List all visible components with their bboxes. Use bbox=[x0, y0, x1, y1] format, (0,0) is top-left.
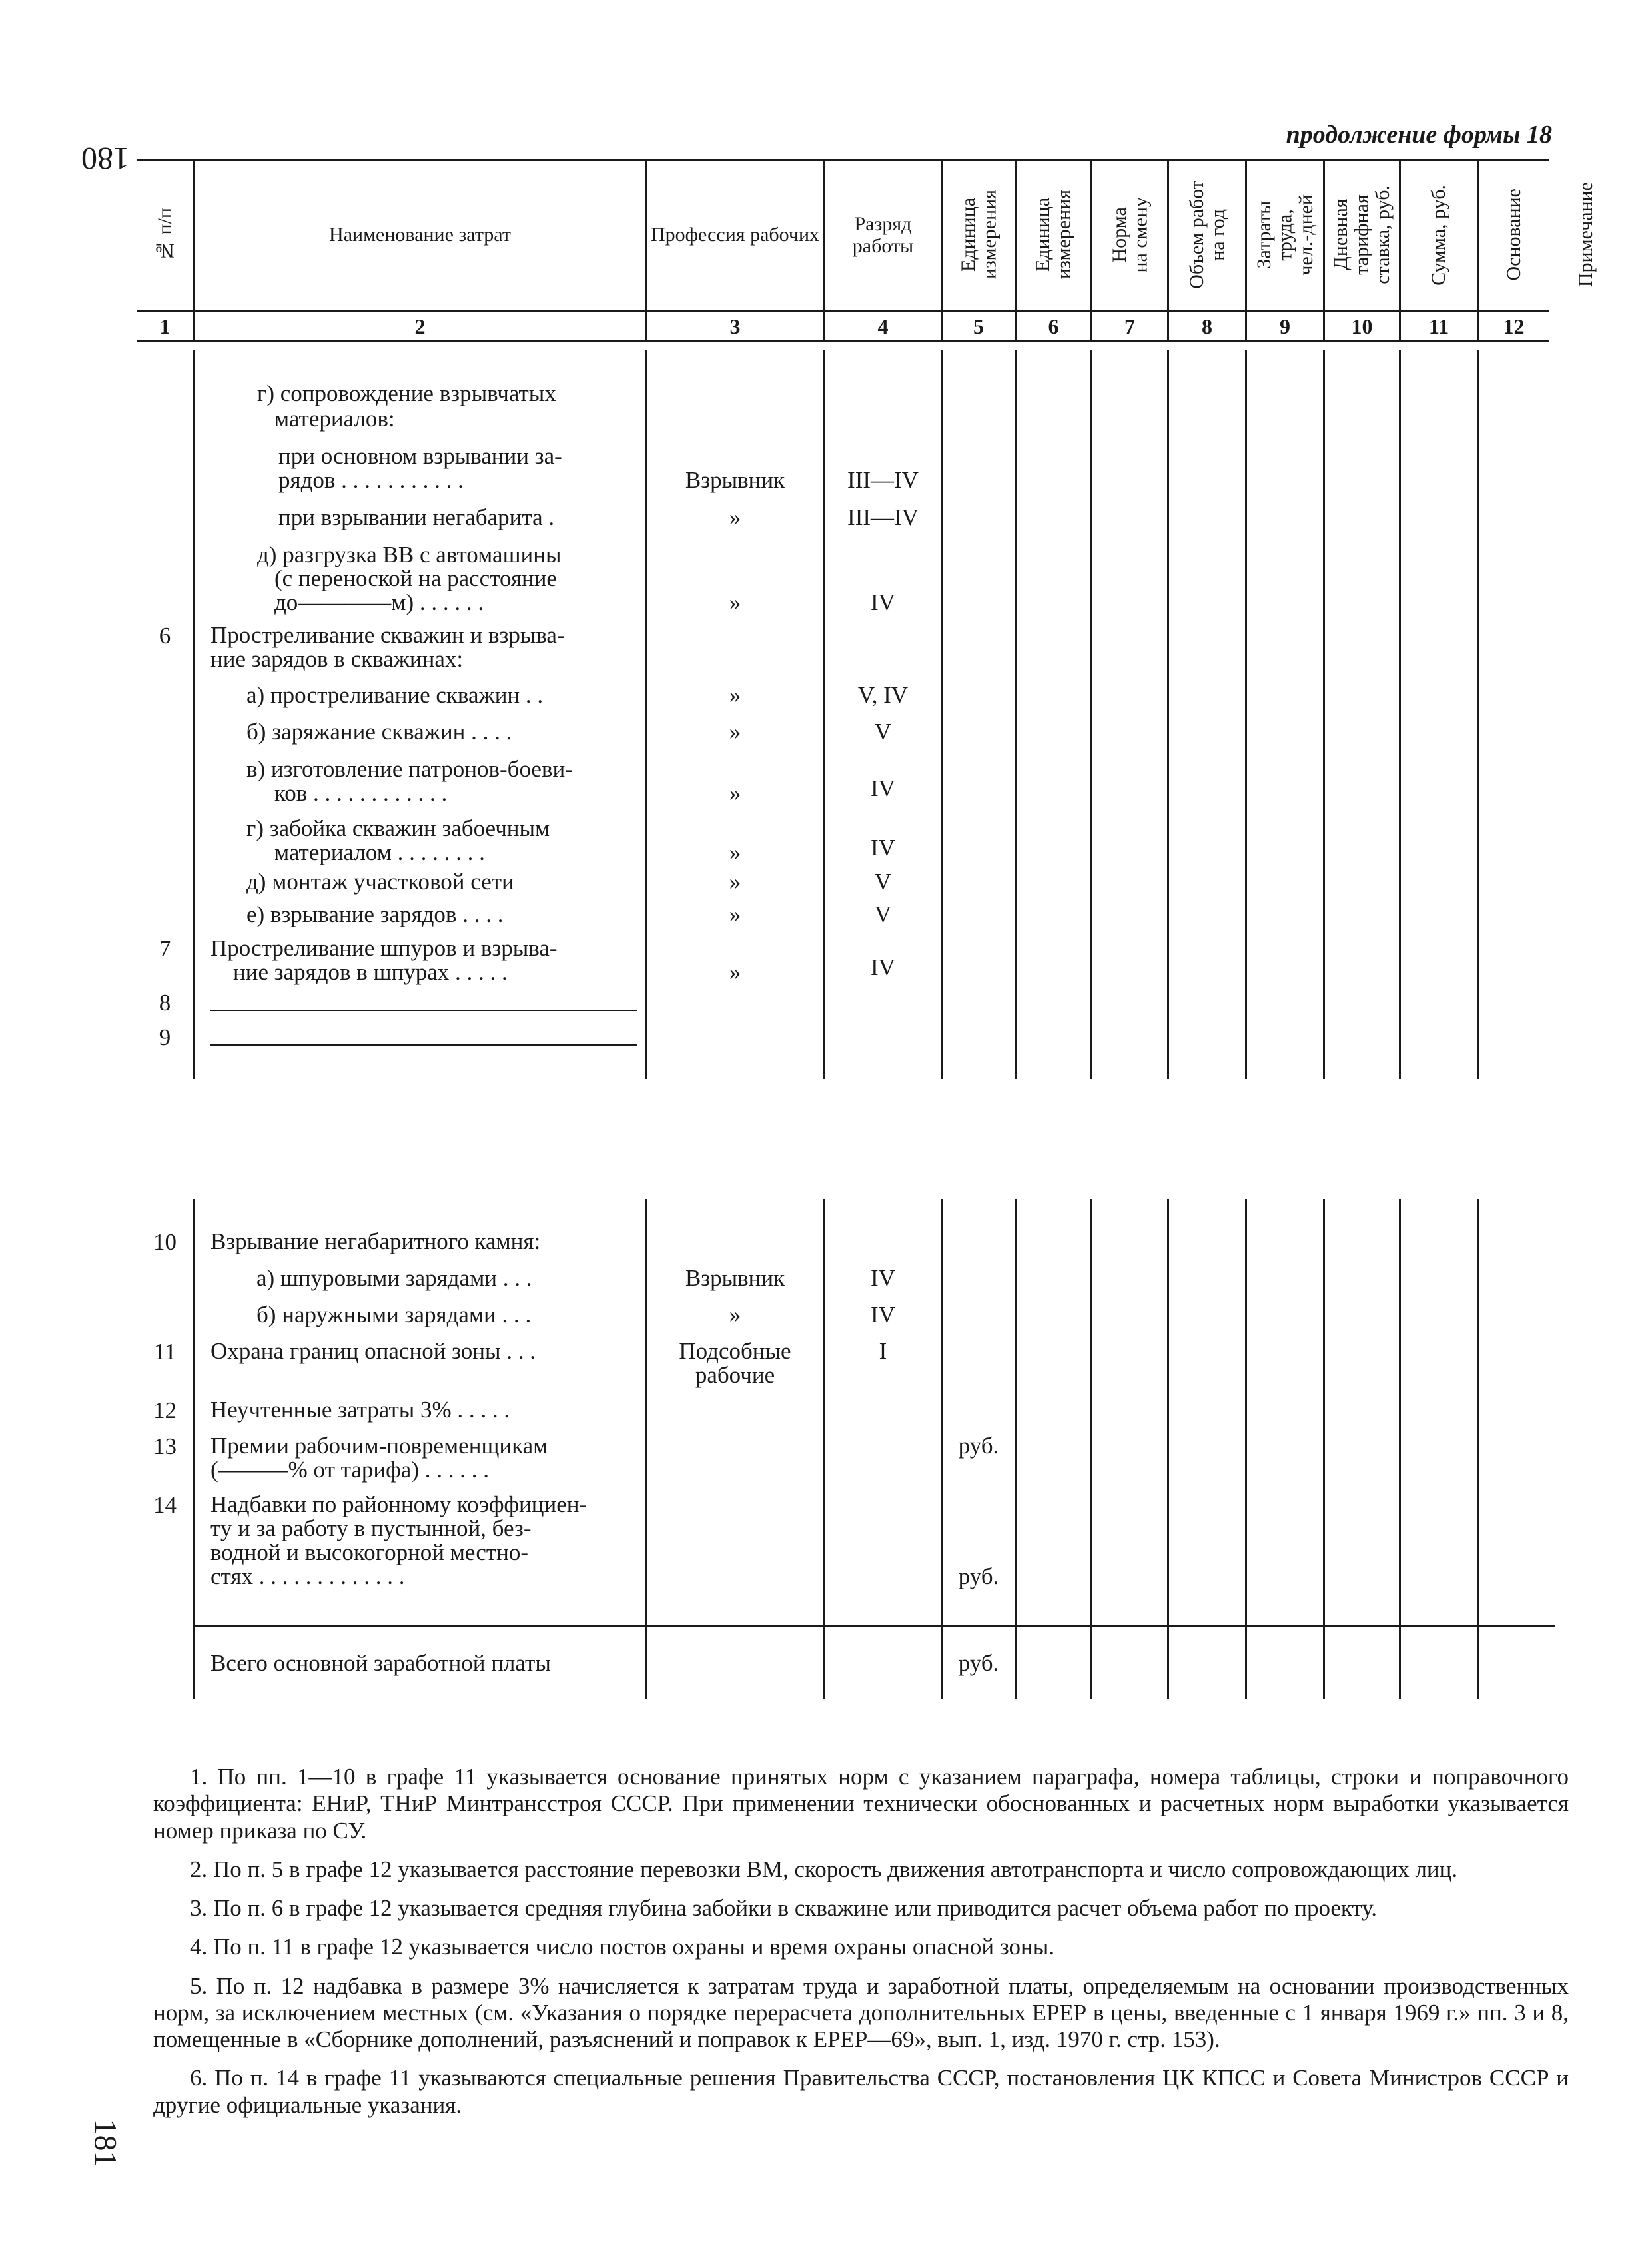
note-item: 1. По пп. 1—10 в графе 11 указывается основание принятых норм с указанием параграфа, номера таблицы, строки и поправочного коэффициента: ЕНиР, ТНиР Минтрансстроя СССР. При применении технически обоснованных и расчетных норм выработки указывается номер приказа по СУ. bbox=[153, 1764, 1569, 1844]
header-col-basis: Основание bbox=[1502, 189, 1525, 281]
col-line bbox=[1167, 350, 1169, 1079]
total-rule bbox=[193, 1625, 1555, 1627]
row-number: 10 bbox=[153, 1229, 177, 1255]
note-item: 5. По п. 12 надбавка в размере 3% начисляется к затратам труда и заработной платы, определяемым на основании производственных норм, за исключением местных (см. «Указания о порядке перерасчета дополнительных ЕРЕР в цены, введенные с 1 января 1969 г.» пп. 3 и 8, помещенные в «Сборнике дополнений, разъяснений и поправок к ЕРЕР—69», вып. 1, изд. 1970 г. стр. 153). bbox=[153, 1972, 1569, 2052]
row-rank: V bbox=[874, 719, 892, 745]
row-text: Охрана границ опасной зоны . . . bbox=[210, 1338, 536, 1364]
row-rank: IV bbox=[871, 835, 895, 861]
col-line bbox=[941, 350, 943, 1079]
row-text: б) наружными зарядами . . . bbox=[256, 1302, 532, 1327]
row-rank: IV bbox=[871, 954, 895, 980]
note-item: 3. По п. 6 в графе 12 указывается средняя глубина забойки в скважине или приводится расчет объема работ по проекту. bbox=[190, 1895, 1378, 1921]
header-bottom-rule bbox=[137, 310, 1549, 312]
col-line bbox=[193, 1199, 195, 1699]
row-profession: рабочие bbox=[695, 1362, 775, 1388]
row-text: в) изготовление патронов-боеви- bbox=[246, 756, 573, 782]
col-number: 5 bbox=[973, 314, 984, 338]
row-text: Надбавки по районному коэффициен- bbox=[210, 1491, 588, 1517]
row-rank: III—IV bbox=[847, 467, 919, 493]
col-line bbox=[1323, 350, 1325, 1079]
row-profession: » bbox=[729, 869, 741, 895]
row-text: д) разгрузка ВВ с автомашины bbox=[257, 542, 562, 567]
row-rank: IV bbox=[871, 1302, 895, 1327]
row-text: ние зарядов в скважинах: bbox=[210, 646, 464, 672]
header-col-rate: Дневная тарифная ставка, руб. bbox=[1330, 185, 1394, 284]
row-text: Неучтенные затраты 3% . . . . . bbox=[210, 1397, 510, 1423]
col-line bbox=[1245, 350, 1247, 1079]
col-number: 10 bbox=[1351, 314, 1373, 338]
header-col-sum: Сумма, руб. bbox=[1428, 184, 1450, 286]
row-text: материалом . . . . . . . . bbox=[274, 839, 485, 865]
row-profession: » bbox=[729, 682, 741, 708]
row-rank: IV bbox=[871, 1265, 895, 1291]
header-col-num: № п/п bbox=[153, 208, 176, 262]
row-number: 11 bbox=[153, 1339, 177, 1365]
row-text: а) шпуровыми зарядами . . . bbox=[256, 1265, 532, 1291]
row-text: а) простреливание скважин . . bbox=[246, 682, 544, 708]
col-number: 12 bbox=[1503, 314, 1525, 338]
row-text: при взрывании негабарита . bbox=[278, 504, 555, 530]
row-rank: V bbox=[874, 869, 892, 895]
row-unit: руб. bbox=[958, 1433, 999, 1459]
header-col-unit-label: Единица измерения bbox=[957, 190, 1000, 280]
row-rank: V, IV bbox=[857, 682, 909, 708]
col-line bbox=[1477, 1199, 1479, 1699]
row-profession: » bbox=[729, 959, 741, 985]
header-col-norm: Норма на смену bbox=[1108, 196, 1151, 273]
note-item: 6. По п. 14 в графе 11 указываются специальные решения Правительства СССР, постановления ЦК КПСС и Совета Министров СССР и другие официальные указания. bbox=[153, 2065, 1569, 2118]
row-number: 9 bbox=[159, 1024, 171, 1050]
row-text: Простреливание шпуров и взрыва- bbox=[210, 935, 558, 961]
col-number: 6 bbox=[1048, 314, 1059, 338]
row-text: Простреливание скважин и взрыва- bbox=[210, 622, 565, 648]
col-number: 1 bbox=[159, 314, 171, 338]
header-col-name: Наименование затрат bbox=[329, 224, 511, 246]
row-text: г) забойка скважин забоечным bbox=[246, 815, 550, 841]
row-text: (———% от тарифа) . . . . . . bbox=[210, 1457, 490, 1483]
row-profession: » bbox=[729, 504, 741, 530]
row-text: ту и за работу в пустынной, без- bbox=[210, 1515, 532, 1541]
note-item: 4. По п. 11 в графе 12 указывается число постов охраны и время охраны опасной зоны. bbox=[190, 1934, 1054, 1960]
row-text: Премии рабочим-повременщикам bbox=[210, 1433, 548, 1459]
notes-section bbox=[153, 1764, 1569, 2131]
row-profession: Взрывник bbox=[685, 1265, 785, 1291]
row-rank: III—IV bbox=[847, 504, 919, 530]
row-text: при основном взрывании за- bbox=[278, 443, 562, 469]
col-line bbox=[1399, 1199, 1401, 1699]
row-number: 7 bbox=[159, 936, 171, 962]
blank-line bbox=[210, 1010, 637, 1011]
row-text: д) монтаж участковой сети bbox=[246, 869, 514, 895]
row-text: водной и высокогорной местно- bbox=[210, 1539, 529, 1565]
row-rank: V bbox=[874, 901, 892, 927]
total-unit: руб. bbox=[958, 1650, 999, 1676]
row-text: материалов: bbox=[274, 406, 395, 432]
row-number: 8 bbox=[159, 990, 171, 1016]
row-text: б) заряжание скважин . . . . bbox=[246, 719, 512, 745]
col-number: 2 bbox=[414, 314, 426, 338]
col-line bbox=[1015, 1199, 1017, 1699]
row-text: стях . . . . . . . . . . . . . bbox=[210, 1563, 405, 1589]
header-col-profession: Профессия рабочих bbox=[650, 224, 820, 246]
row-rank: IV bbox=[871, 775, 895, 801]
col-line bbox=[1477, 350, 1479, 1079]
blank-line bbox=[210, 1044, 637, 1046]
row-number: 6 bbox=[159, 623, 171, 649]
col-line bbox=[1167, 1199, 1169, 1699]
col-line bbox=[1090, 350, 1092, 1079]
header-col-labor: Затраты труда, чел.-дней bbox=[1252, 194, 1317, 276]
note-item: 2. По п. 5 в графе 12 указывается расстояние перевозки ВМ, скорость движения автотранспорта и число сопровождающих лиц. bbox=[190, 1856, 1458, 1882]
row-text: Взрывание негабаритного камня: bbox=[210, 1228, 541, 1254]
col-number: 11 bbox=[1428, 314, 1449, 338]
page-number-top: 180 bbox=[81, 141, 129, 176]
row-text: (с переноской на расстояние bbox=[274, 566, 557, 591]
page-number-bottom: 181 bbox=[87, 2119, 123, 2167]
col-number: 9 bbox=[1280, 314, 1290, 338]
header-col-note: Примечание bbox=[1574, 182, 1597, 288]
row-text: ние зарядов в шпурах . . . . . bbox=[233, 959, 508, 985]
col-number: 3 bbox=[729, 314, 741, 338]
row-rank: IV bbox=[871, 589, 895, 615]
row-profession: » bbox=[729, 901, 741, 927]
row-text: рядов . . . . . . . . . . . bbox=[278, 467, 464, 493]
row-number: 12 bbox=[153, 1397, 177, 1423]
header-col-rank: Разряд работы bbox=[852, 212, 914, 257]
header-col-unit: Единица измерения bbox=[1032, 190, 1075, 280]
col-line bbox=[193, 350, 195, 1079]
col-line bbox=[1323, 1199, 1325, 1699]
form-continuation-label: продолжение формы 18 bbox=[1286, 121, 1552, 149]
row-profession: » bbox=[729, 719, 741, 745]
col-number: 8 bbox=[1202, 314, 1212, 338]
col-number: 7 bbox=[1124, 314, 1135, 338]
row-profession: » bbox=[729, 780, 741, 806]
row-profession: » bbox=[729, 839, 741, 865]
row-text: е) взрывание зарядов . . . . bbox=[246, 901, 504, 927]
row-profession: Взрывник bbox=[685, 467, 785, 493]
total-label: Всего основной заработной платы bbox=[210, 1650, 551, 1676]
col-line bbox=[1090, 1199, 1092, 1699]
header-col-volume: Объем работ на год bbox=[1185, 181, 1228, 289]
col-line bbox=[1245, 1199, 1247, 1699]
row-unit: руб. bbox=[958, 1563, 999, 1589]
row-number: 14 bbox=[153, 1492, 177, 1518]
col-number: 4 bbox=[877, 314, 889, 338]
col-numbers-rule bbox=[137, 340, 1549, 342]
row-text: до————м) . . . . . . bbox=[274, 589, 484, 615]
col-line bbox=[1399, 350, 1401, 1079]
col-line bbox=[1015, 350, 1017, 1079]
row-profession: » bbox=[729, 1302, 741, 1327]
row-profession: Подсобные bbox=[679, 1338, 791, 1364]
row-rank: I bbox=[879, 1338, 887, 1364]
row-profession: » bbox=[729, 589, 741, 615]
row-text: ков . . . . . . . . . . . . bbox=[274, 780, 448, 806]
row-number: 13 bbox=[153, 1433, 177, 1459]
row-text: г) сопровождение взрывчатых bbox=[257, 380, 556, 406]
